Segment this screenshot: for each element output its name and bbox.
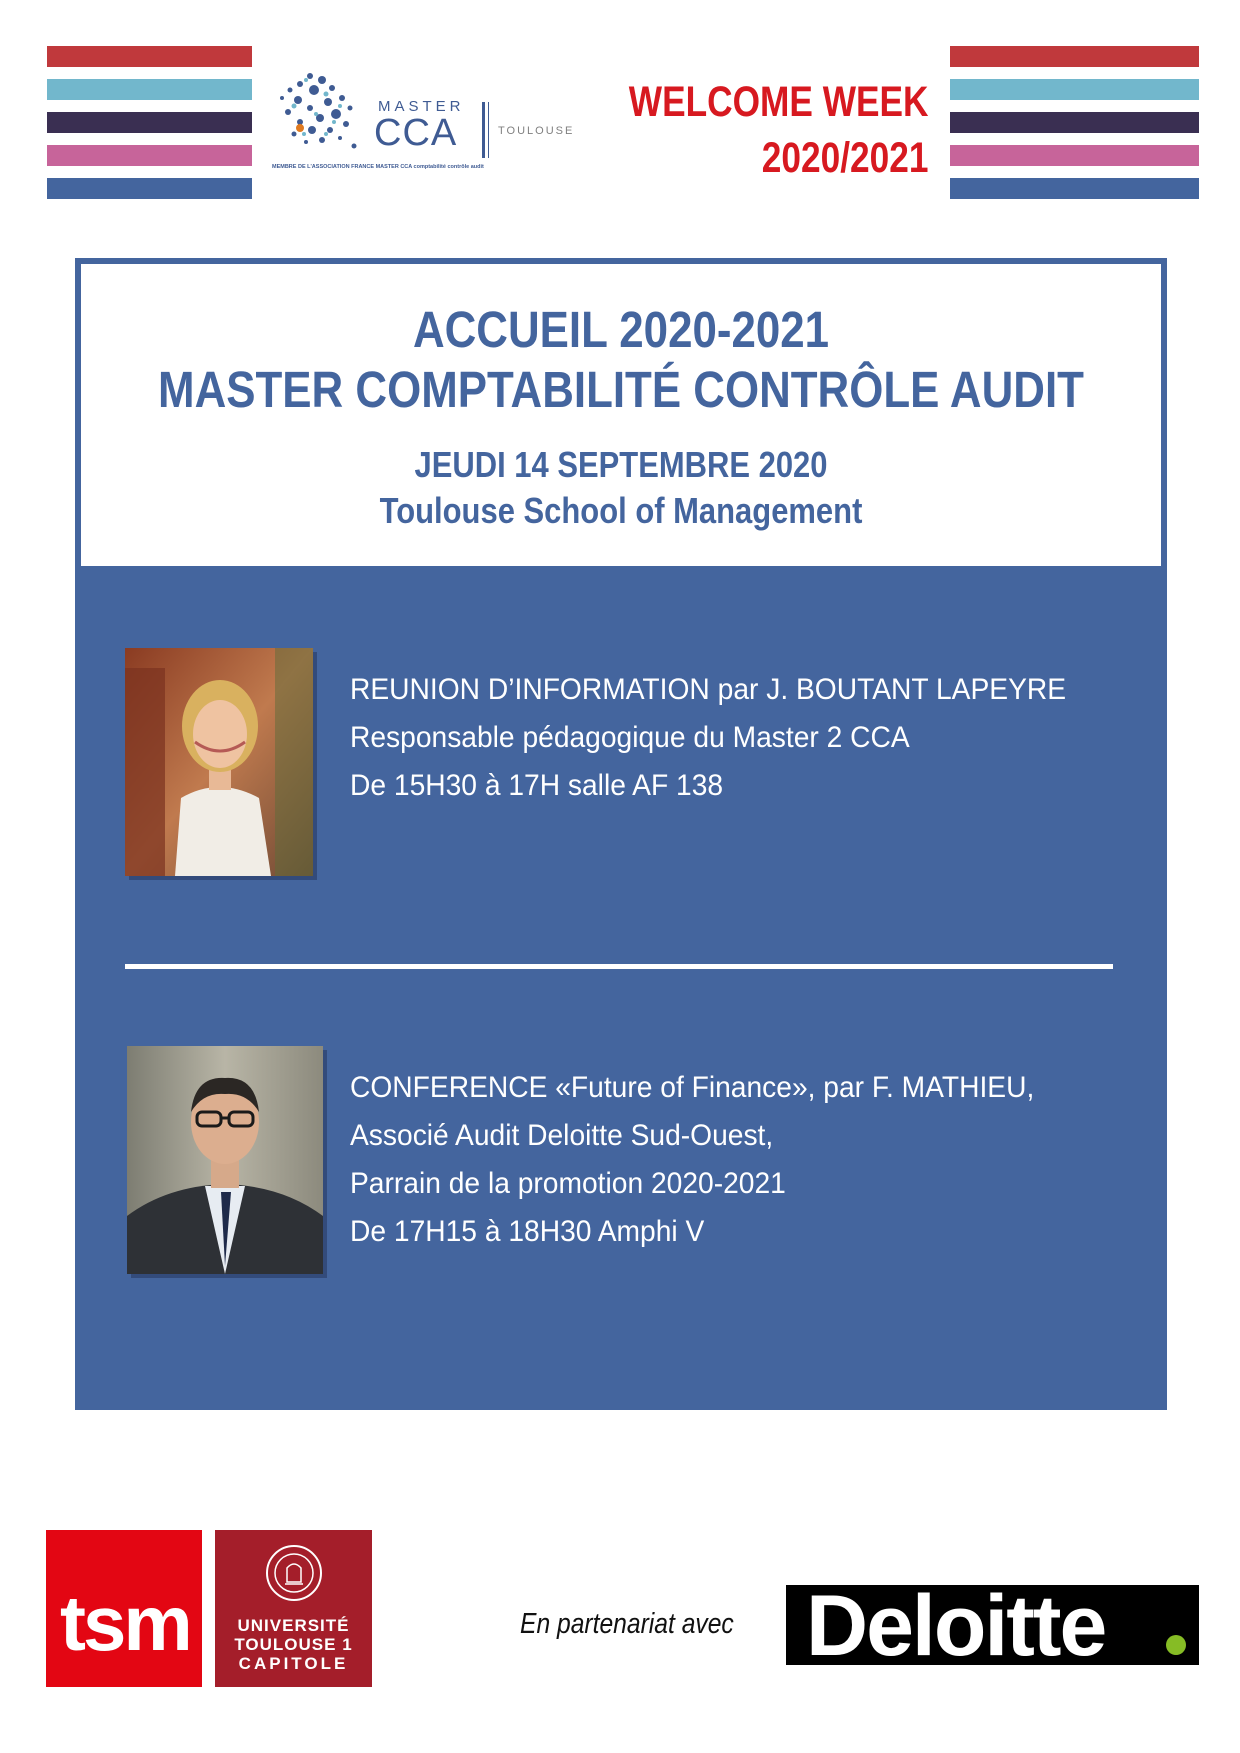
speaker-photo-2 bbox=[127, 1046, 323, 1274]
session-1-line-2: Responsable pédagogique du Master 2 CCA bbox=[350, 721, 910, 754]
logo-cca-text: CCA bbox=[374, 112, 458, 154]
logo-member-line: MEMBRE DE L'ASSOCIATION FRANCE MASTER CCA comptabilité contrôle audit bbox=[272, 164, 484, 170]
logo-divider-thin bbox=[488, 102, 489, 158]
session-divider bbox=[125, 964, 1113, 969]
title-line-2: MASTER COMPTABILITÉ CONTRÔLE AUDIT bbox=[158, 361, 1084, 418]
tsm-logo bbox=[46, 1530, 202, 1687]
logo-divider bbox=[482, 102, 485, 158]
ut1-line-1: UNIVERSITÉ bbox=[237, 1616, 350, 1635]
france-network-icon bbox=[270, 68, 370, 158]
title-line-1: ACCUEIL 2020-2021 bbox=[412, 301, 830, 358]
title-box bbox=[81, 264, 1161, 566]
welcome-line-1: WELCOME WEEK bbox=[628, 78, 928, 126]
decorative-stripes-right bbox=[950, 46, 1199, 211]
logo-city-text: TOULOUSE bbox=[498, 125, 575, 137]
partnership-text: En partenariat avec bbox=[520, 1608, 734, 1640]
session-1-info bbox=[350, 666, 1112, 810]
university-seal-icon bbox=[265, 1544, 323, 1602]
session-1-line-3: De 15H30 à 17H salle AF 138 bbox=[350, 769, 724, 802]
session-2-line-1: CONFERENCE «Future of Finance», par F. MATHIEU, bbox=[350, 1071, 1035, 1104]
tsm-logo-text: tsm bbox=[60, 1579, 190, 1667]
event-venue: Toulouse School of Management bbox=[379, 490, 863, 531]
deloitte-dot-icon bbox=[1166, 1635, 1186, 1655]
deloitte-logo-text: Deloitte bbox=[806, 1578, 1106, 1674]
session-1-line-1: REUNION D’INFORMATION par J. BOUTANT LAPEYRE bbox=[350, 673, 1067, 706]
event-panel bbox=[75, 258, 1167, 1410]
universite-toulouse-logo bbox=[215, 1530, 372, 1687]
event-date: JEUDI 14 SEPTEMBRE 2020 bbox=[414, 444, 828, 485]
master-cca-logo bbox=[270, 68, 590, 178]
welcome-line-2: 2020/2021 bbox=[761, 134, 928, 182]
decorative-stripes-left bbox=[47, 46, 252, 211]
session-2-line-3: Parrain de la promotion 2020-2021 bbox=[350, 1167, 786, 1200]
logo-master-text: MASTER bbox=[378, 98, 465, 115]
session-2-line-2: Associé Audit Deloitte Sud-Ouest, bbox=[350, 1119, 774, 1152]
speaker-photo-1 bbox=[125, 648, 313, 876]
session-2-info bbox=[350, 1064, 1078, 1256]
deloitte-logo bbox=[786, 1578, 1199, 1674]
welcome-week-heading bbox=[628, 74, 928, 186]
ut1-line-3: CAPITOLE bbox=[238, 1654, 349, 1673]
session-2-line-4: De 17H15 à 18H30 Amphi V bbox=[350, 1215, 705, 1248]
ut1-line-2: TOULOUSE 1 bbox=[234, 1635, 353, 1654]
